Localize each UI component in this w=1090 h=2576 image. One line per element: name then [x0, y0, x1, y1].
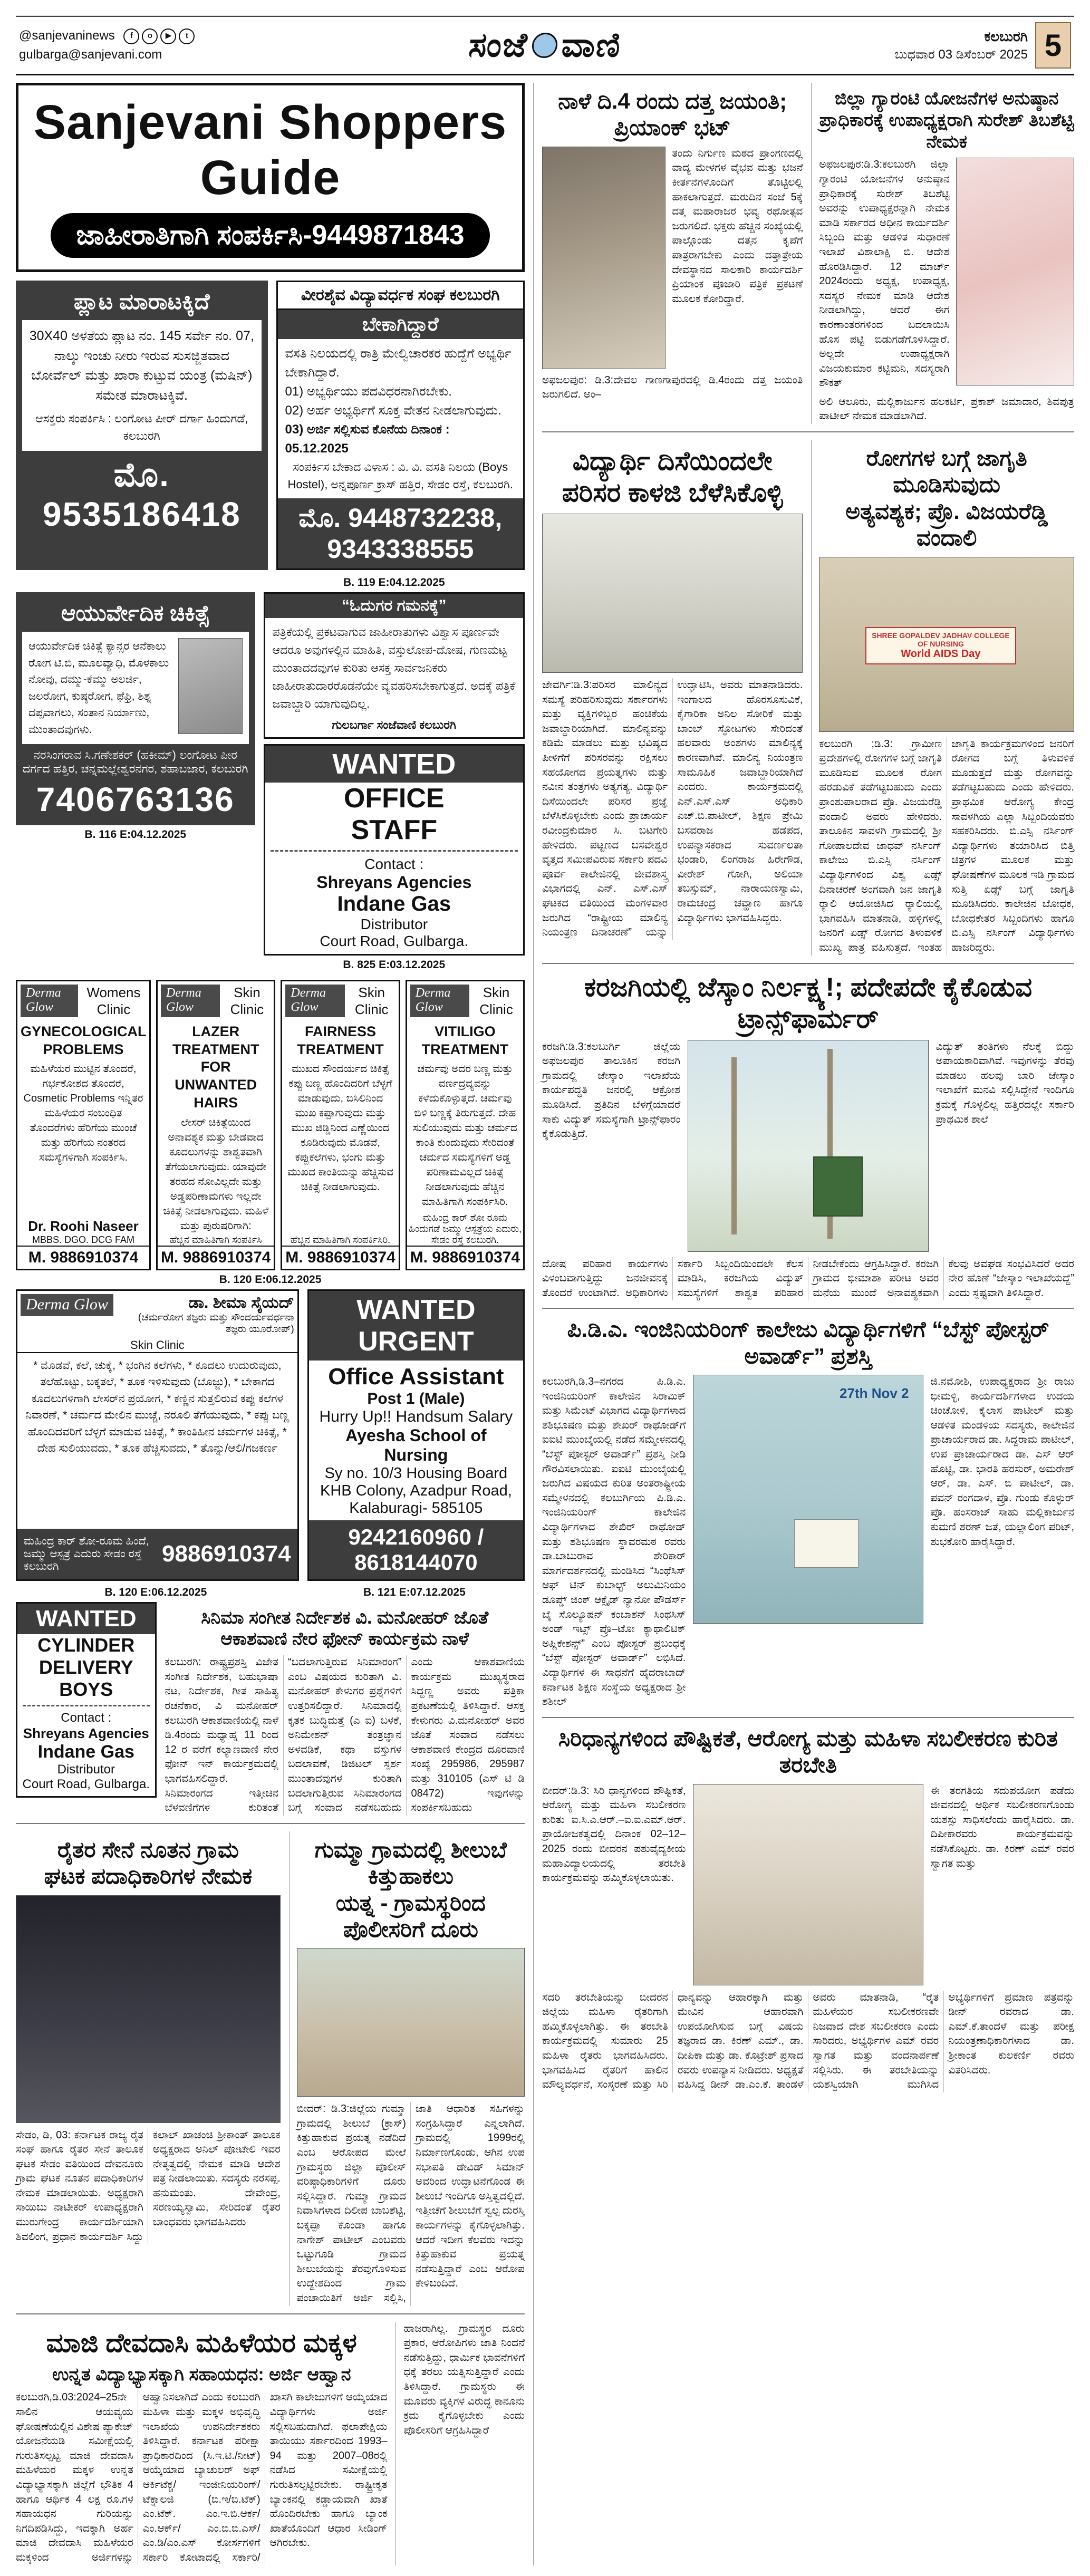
- photo-transformer: [688, 1040, 928, 1252]
- clinic-heading: FAIRNESS TREATMENT: [297, 1023, 384, 1057]
- transformer-body-right: ವಿದ್ಯುತ್ ತಂತಿಗಳು ನೆಲಕ್ಕೆ ಬಿದ್ದು ಅಪಾಯಕಾರಿವಾಗಿವೆ. ಇವುಗಳನ್ನು ತೆರವು ಮಾಡಲು ಹಲವು ಬಾರಿ ಜೇಸ್ಕಾಂ ಇಲಾಖೆಗೆ ಮನವಿ ಸಲ್ಲಿಸಿದ್ದೇನೆ ಇಂದಿಗೂ ಕ್ರಮಕ್ಕೆ ಗೊಳ್ಳಲಿಲ್ಲ ಹತ್ತಿರದಲ್ಲೇ ಸರ್ಕಾರಿ ಪ್ರಾಥಮಿಕ ಶಾಲೆ: [935, 1040, 1074, 1125]
- clinic-body: ಮಹಿಳೆಯರ ಮುಟ್ಟಿನ ತೊಂದರೆ, ಗರ್ಭಕೋಶದ ತೊಂದರೆ, Cosmetic Problems ಇನ್ನಿತರ ಮಹಿಳೆಯರ ಸಂಬಂಧಿತ ತೊಂದರೆಗಳು ಹೆರಿಗೆಯ ಮುಂಚೆ ಮತ್ತು ಹೆರಿಗೆಯ ನಂತರದ ಸಮಸ್ಯೆಗಳಿಗಾಗಿ ಸಂಪರ್ಕಿಸಿ.: [23, 1063, 143, 1164]
- readers-notice-body: ಪತ್ರಿಕೆಯಲ್ಲಿ ಪ್ರಕಟವಾಗುವ ಜಾಹೀರಾತುಗಳು ವಿಶ್ವಾಸ ಪೂರ್ಣವೇ ಆದರೂ ಅವುಗಳಲ್ಲಿನ ಮಾಹಿತಿ, ವಸ್ತುಲೋಪ-ದೋಷ, ಗುಣಮಟ್ಟ ಮುಂತಾದದವುಗಳ ಕುರಿತು ಆಸಕ್ತ ಸಾರ್ವಜನಿಕರು ಜಾಹೀರಾತುದಾರರೊಡನೆಯೇ ವ್ಯವಹರಿಸಬೇಕಾಗುತ್ತದೆ. ಅದಕ್ಕೆ ಪತ್ರಿಕೆ ಜವಾಬ್ದಾರಿ ಯಾಗುವುದಿಲ್ಲ.: [272, 625, 516, 711]
- veerashaiva-intro: ವಸತಿ ನಿಲಯದಲ್ಲಿ ರಾತ್ರಿ ಮೇಲ್ವಿಚಾರಕರ ಹುದ್ದೆಗೆ ಅಭ್ಯರ್ಥಿ ಬೇಕಾಗಿದ್ದಾರೆ.: [285, 346, 512, 380]
- veerashaiva-title: ಬೇಕಾಗಿದ್ದಾರೆ: [278, 310, 523, 339]
- readers-notice-title: “ಓದುಗರ ಗಮನಕ್ಕೆ”: [265, 594, 523, 618]
- edition-date: ಬುಧವಾರ 03 ಡಿಸೆಂಬರ್ 2025: [894, 47, 1028, 62]
- ayurvedic-ad: [16, 592, 255, 825]
- derma-glow-logo: Derma Glow: [21, 985, 78, 1017]
- article-transformer: [542, 971, 1074, 1309]
- clinic-type: Womens Clinic: [86, 985, 141, 1017]
- office-staff-contact-label: Contact :: [364, 856, 424, 873]
- logo-emblem-icon: [531, 33, 558, 58]
- cylinder-line2: CYLINDER: [37, 1634, 135, 1656]
- clinic-creds: MBBS. DGO. DCG FAM: [32, 1234, 135, 1245]
- cinema-headline-2: ಆಕಾಶವಾಣಿ ನೇರ ಫೋನ್ ಕಾರ್ಯಕ್ರಮ ನಾಳೆ: [220, 1629, 469, 1649]
- environment-headline-2: ಪರಿಸರ ಕಾಳಜಿ ಬೆಳೆಸಿಕೊಳ್ಳಿ: [562, 478, 783, 508]
- office-staff-line3: STAFF: [351, 815, 438, 846]
- sheema-creds: (ಚರ್ಮರೋಗ ತಜ್ಞರು ಮತ್ತು ಸೌಂದರ್ಯವರ್ಧನಾ ತಜ್ಞರು ಯೂರೋಪ್): [138, 1311, 294, 1335]
- cylinder-contact-label: Contact :: [61, 1710, 112, 1725]
- ayurvedic-practitioner: ನರಸಿಂಗರಾವ ಸಿ.ಗಣೇಶಕರ್ (ಹಕೀಮ್) ಲಂಗೋಟ ಪೀರ ದರ್ಗದ ಹತ್ತಿರ, ಚನ್ನಮಲ್ಲೇಶ್ವರನಗರ, ಶಹಾಬಜಾರ, ಕಲಬುರಗಿ: [23, 748, 248, 775]
- clinic-type: Skin Clinic: [230, 985, 264, 1017]
- farmers-headline-2: ಘಟಕ ಪದಾಧಿಕಾರಿಗಳ ನೇಮಕ: [44, 1864, 253, 1889]
- environment-body: ಜೇವರ್ಗಿ:ಡಿ.3:ಪರಿಸರ ಮಾಲಿನ್ಯದ ಸಮಸ್ಯೆ ಪರಿಹರಿಸುವುದು ಸರ್ಕಾರಗಳು ಮತ್ತು ವ್ಯಕ್ತಿಗಳಿಬ್ಬರ ಹಂಚಿಕೆಯ ಜವಾಬ್ದಾರಿಯಾಗಿದೆ. ಮಾಲಿನ್ಯವನ್ನು ಕಡಿಮೆ ಮಾಡಲು ಮತ್ತು ಭವಿಷ್ಯದ ಪೀಳಿಗೆಗೆ ಪರಿಸರವನ್ನು ರಕ್ಷಿಸಲು ಸಹಯೋಗದ ಪ್ರಯತ್ನಗಳು ಮತ್ತು ನವೀನ ತಂತ್ರಗಳು ಅತ್ಯಗತ್ಯ. ವಿದ್ಯಾರ್ಥಿ ದಿಸೆಯಿಂದಲೇ ಪರಿಸರ ಪ್ರಜ್ಞೆ ಬೆಳೆಸಿಕೊಳ್ಳಬೇಕು ಎಂದು ಪ್ರಾಚಾರ್ಯ ರವೀಂದ್ರಕುಮಾರ ಸಿ. ಬಟಗೇರಿ ಹೇಳಿದರು. ಪಟ್ಟಣದ ಬಸವೇಶ್ವರ ವೃತ್ತದ ಸಮೀಪವಿರುವ ಸರ್ಕಾರಿ ಪದವಿ ಪೂರ್ವ ಕಾಲೇಜಿನಲ್ಲಿ ಜೀವಶಾಸ್ತ್ರ ವಿಭಾಗದಲ್ಲಿ ಎನ್. ಎಸ್.ಎಸ್ ಘಟಕದ ವತಿಯಿಂದ ಮಂಗಳವಾರ ಜರುಗಿದ “ರಾಷ್ಟ್ರೀಯ ಮಾಲಿನ್ಯ ನಿಯಂತ್ರಣ ದಿನಾಚರಣೆ” ಯನ್ನು ಉದ್ಘಾಟಿಸಿ, ಅವರು ಮಾತನಾಡಿದರು. ಇಂಗಾಲದ ಹೊರಸೂಸುವಿಕೆ, ಕೈಗಾರಿಕಾ ಅನಿಲ ಸೋರಿಕೆ ಮತ್ತು ಬಾಂಬ್ ಸ್ಫೋಟಗಳು ಸೇರಿದಂತೆ ಹಲವಾರು ಅಂಶಗಳು ಮಾಲಿನ್ಯಕ್ಕೆ ಕಾರಣವಾಗಿವೆ. ಮಾಲಿನ್ಯ ನಿಯಂತ್ರಣ ಸಾಮೂಹಿಕ ಜವಾಬ್ದಾರಿಯಾಗಿದೆ ಎಂದರು. ಕಾರ್ಯಕ್ರಮದಲ್ಲಿ ಎನ್.ಎಸ್.ಎಸ್ ಅಧಿಕಾರಿ ಎಚ್.ಬಿ.ಪಾಟೀಲ್, ಶಿಕ್ಷಣ ಪ್ರೇಮಿ ಬಸವರಾಜ ಹಡಪದ, ಉಪನ್ಯಾಸಕರಾದ ಸುವರ್ಣಲತಾ ಭಂಡಾರಿ, ಲಿಂಗರಾಜ ಹಿರೇಗೌಡ, ವೀರೇಶ್ ಗೋಗಿ, ಅಲಿಯಾ ತಬಸ್ಸುಮ್, ನಾರಾಯಣಸ್ವಾಮಿ, ರಾಮಚಂದ್ರ ಚವ್ಹಾಣ ಹಾಗೂ ವಿದ್ಯಾರ್ಥಿಗಳು ಭಾಗವಹಿಸಿದ್ದರು.: [542, 679, 803, 939]
- datta-body: ತಂದು ನಿರ್ಗುಣ ಮಠದ ಪ್ರಾಂಗಣದಲ್ಲಿ ವಾದ್ಯ ಮೇಳಗಳ ವೈಭವ ಮತ್ತು ಭಜನೆ ಕೀರ್ತನೆಗಳೊಂದಿಗೆ ತೊಟ್ಟಿಲಲ್ಲಿ ಹಾಕಲಾಗುತ್ತದೆ. ಮರುದಿನ ಸಂಜೆ 5ಕ್ಕೆ ದತ್ತ ಮಹಾರಾಜರ ಭವ್ಯ ರಥೋತ್ಸವ ಜರುಗಲಿದೆ. ಭಕ್ತರು ಹೆಚ್ಚಿನ ಸಂಖ್ಯೆಯಲ್ಲಿ ಪಾಲ್ಗೊಂಡು ದತ್ತನ ಕೃಪೆಗೆ ಪಾತ್ರರಾಗಬೇಕು ಎಂದು ದತ್ತಾತ್ರೇಯ ದೇವಸ್ಥಾನದ ಸಾಲಕಾರಿ ಕಾರ್ಯದರ್ಶಿ ಪ್ರಿಯಾಂಕ ಪೂಜಾರಿ ಪತ್ರಿಕೆ ಪ್ರಕಟಣೆ ಮೂಲಕ ಕೋರಿದ್ದಾರೆ.: [672, 147, 803, 305]
- page-number: 5: [1035, 22, 1071, 69]
- environment-headline-1: ವಿದ್ಯಾರ್ಥಿ ದಿಸೆಯಿಂದಲೇ: [572, 446, 773, 476]
- guarantee-body-continuation: ಅಲಿ ಆಲೂರು, ಮಲ್ಲಿಕಾರ್ಜುನ ಹಲಕರ್ಟಿ, ಪ್ರಕಾಶ್ ಜಮಾದಾರ, ಶಿವಪುತ್ರ ಪಾಟೀಲ್ ನೇಮಕ ಮಾಡಲಾಗಿದೆ.: [819, 395, 1074, 422]
- photo-suresh-tibshetti: [956, 158, 1074, 385]
- email-address: gulbarga@sanjevani.com: [19, 47, 162, 62]
- datta-lead: ಅಫಜಲಪುರ: ಡಿ.3:ದೇವಲ ಗಾಣಗಾಪುರದಲ್ಲಿ ಡಿ.4ರಂದು ದತ್ತ ಜಯಂತಿ ಜರುಗಲಿದೆ. ಅಂ–: [542, 374, 803, 401]
- ad-ref-b825: B. 825 E:03.12.2025: [343, 959, 446, 971]
- urgent-org: Ayesha School of Nursing: [345, 1425, 487, 1464]
- urgent-post: Post 1 (Male): [367, 1390, 465, 1407]
- clinic-creds: ಹೆಚ್ಚಿನ ಮಾಹಿತಿಗಾಗಿ ಸಂಪರ್ಕಿಸಿ: [169, 1234, 262, 1245]
- social-handle: @sanjevaninews: [19, 28, 115, 43]
- cross-headline-2: ಯತ್ನ - ಗ್ರಾಮಸ್ಥರಿಂದ ಪೊಲೀಸರಿಗೆ ದೂರು: [335, 1890, 486, 1942]
- article-cross-complaint: [289, 1831, 525, 2306]
- article-millets-training: [542, 1725, 1074, 2092]
- office-staff-wanted: WANTED: [265, 746, 523, 783]
- wanted-urgent-ad: [307, 1289, 525, 1581]
- farmers-body: ಸೇಡಂ, ಡಿ, 03: ಕರ್ನಾಟಕ ರಾಜ್ಯ ರೈತ ಸಂಘ ಹಾಗೂ ರೈತರ ಸೇನೆ ತಾಲೂಕ ಘಟಕ ಸೇಡಂ ವತಿಯಿಂದ ದೇವನೂರು ಗ್ರಾಮ ಘಟಕ ನೂತನ ಪದಾಧಿಕಾರಿಗಳ ನೇಮಕ ಮಾಡಲಾಯಿತು. ಅಧ್ಯಕ್ಷರಾಗಿ ಸಾಯಿಬು ನಾಟೀಕರ್ ಉಪಾಧ್ಯಕ್ಷರಾಗಿ ಮುರುಗೇಂದ್ರ ಕಾರ್ಯದರ್ಶಿಯಾಗಿ ಶಿವಲಿಂಗ, ಪ್ರಧಾನ ಕಾರ್ಯದರ್ಶಿ ಸಿದ್ದು ಕಲಾಲ್ ಖಾಚಂಚಿ ಶ್ರೀಕಾಂತ್ ತಾಲೂಕ ಅಧ್ಯಕ್ಷರಾದ ಅನಿಲ್ ಪೋಟೇಲಿ ಇವರ ನೇತೃತ್ವದಲ್ಲಿ ನೇಮಕ ಮಾಡಿ ಆದೇಶ ಪತ್ರ ನೀಡಲಾಯಿತು. ಸದಸ್ಯರು ನರಸಪ್ಪ. ಹನುಮಂತು. ದೇವೇಂದ್ರ, ಸರಣಯ್ಯಸ್ವಾಮಿ, ಸೇರಿದಂತೆ ರೈತರ ಬಾಂಧವರು ಭಾಗವಹಿಸಿದರು: [16, 2129, 281, 2243]
- clinic-heading: VITILIGO TREATMENT: [421, 1023, 509, 1057]
- article-poster-award: [542, 1316, 1074, 1718]
- certificate: [794, 1519, 859, 1568]
- clinic-type: Skin Clinic: [354, 985, 389, 1017]
- cylinder-brand: Indane Gas: [37, 1741, 134, 1762]
- plot-ad-phone: ಮೊ. 9535186418: [42, 456, 241, 533]
- cross-body-continuation: ಹಾಜರಾಗಿಲ್ಲ. ಗ್ರಾಮಸ್ಥರ ದೂರು ಪ್ರಕಾರ, ಆರೋಪಿಗಳು ಜಾತಿ ನಿಂದನೆ ನಡೆಸುತ್ತಿದ್ದು, ಧಾರ್ಮಿಕ ಭಾವನೆಗಳಿಗೆ ಧಕ್ಕೆ ತರಲು ಯತ್ನಿಸುತ್ತಿದ್ದಾರೆ ಎಂದು ತಿಳಿಸಿದ್ದಾರೆ. ಗ್ರಾಮಸ್ಥರು ಈ ಮೂವರು ವ್ಯಕ್ತಿಗಳ ವಿರುದ್ಧ ಕಾನೂನು ಕ್ರಮ ಕೈಗೊಳ್ಳಬೇಕು ಎಂದು ಪೊಲೀಸರಿಗೆ ಆಗ್ರಹಿಸಿದ್ದಾರೆ: [403, 2322, 525, 2436]
- sheema-clinic-ad: [16, 1289, 299, 1581]
- clinic-phone: M. 9886910374: [407, 1246, 523, 1269]
- veerashaiva-item-1: 01) ಅಭ್ಯರ್ಥಿಯು ಪದವಿಧರನಾಗಿರಬೇಕು.: [285, 384, 452, 399]
- ayurvedic-phone: 7406763136: [36, 780, 235, 818]
- article-aids-awareness: [811, 440, 1074, 955]
- clinic-creds: ಮಹಿಂದ್ರ ಕಾರ್ ಶೋ ರೂಮ ಹಿಂದುಗಡೆ ಜಮ್ಮು ಆಸ್ಪತ್ರೆಯ ಎದುರು, ಸೇಡಂ ರಸ್ತೆ ಕಲಬುರಗಿ.: [408, 1212, 522, 1245]
- veerashaiva-item-2: 02) ಅರ್ಹ ಅಭ್ಯರ್ಥಿಗೆ ಸೂಕ್ತ ವೇತನ ನೀಡಲಾಗುವುದು.: [285, 403, 501, 418]
- contact-block: [19, 26, 195, 64]
- transformer-headline: ಕರಜಗಿಯಲ್ಲಿ ಜೆಸ್ಕಾಂ ನಿರ್ಲಕ್ಷ್ಯ!; ಪದೇಪದೇ ಕೈಕೊಡುವ ಟ್ರಾನ್ಸ್‌ಫಾರ್ಮರ್: [584, 972, 1033, 1034]
- sheema-phone: 9886910374: [162, 1540, 291, 1567]
- clinic-phone: M. 9886910374: [17, 1246, 149, 1269]
- clinic-ad-lazer: [156, 980, 275, 1270]
- veerashaiva-item-3: 03) ಅರ್ಜಿ ಸಲ್ಲಿಸುವ ಕೊನೆಯ ದಿನಾಂಕ : 05.12.2025: [285, 422, 450, 456]
- poster-body-left: ಕಲಬುರಗಿ,ಡಿ.3–ನಗರದ ಪಿ.ಡಿ.ಎ. ಇಂಜಿನಿಯರಿಂಗ್ ಕಾಲೇಜಿನ ಸಿರಾಮಿಕ್ ಮತ್ತು ಸಿಮೆಂಟ್ ವಿಭಾಗದ ವಿದ್ಯಾರ್ಥಿಗಳಾದ ಶಶಿಭೂಷಣ ಮತ್ತು ಶೇಖರ್ ರಾಥೋಡ್‌ಗೆ ಐಐಟಿ ಮುಂಬೈಯಲ್ಲಿ ನಡೆದ ಸಮ್ಮೇಳನದಲ್ಲಿ “ಬೆಸ್ಟ್ ಪೋಸ್ಟರ್ ಅವಾರ್ಡ್” ಪ್ರಶಸ್ತಿ ನೀಡಿ ಗೌರವಿಸಲಾಯಿತು. ಐಐಟಿ ಮುಂಬೈಯಲ್ಲಿ ಜರುಗಿದ ವಿಷಯದ ಕುರಿತ ಅಂತರಾಷ್ಟ್ರೀಯ ಸಮ್ಮೇಳನದಲ್ಲಿ ಕಲಬುರ್ಗಿಯ ಪಿ.ಡಿ.ಎ. ಇಂಜಿನಿಯರಿಂಗ್ ಕಾಲೇಜಿನ ವಿದ್ಯಾರ್ಥಿಗಳಾದ ಶೇಖಿರ್ ರಾಥೋಡ್ ಮತ್ತು ಶಶಿಭೂಷಣ ಸ್ಥಾವರಮಠ ರವರು ಡಾ.ಬಾಬುರಾವ ಶೇರಿಕಾರ್ ಮಾರ್ಗದರ್ಶನದಲ್ಲಿ ಮಂಡಿಸಿದ “ಸಿಂಥೆಸಿಸ್ ಆಫ್ ಟಿನ್ ಕುಬಾಲ್ಟ್ ಅಲುಮಿನಿಯಂ ಡೂಪ್ಡ್ ಜಿಂಕ್ ಆಕ್ಸೈಡ್ ನ್ಯಾನೋ ಪೌಡರ್ಸ್ ಬೈ ಸೊಲ್ಯೂಷನ್ ಕಂಬಾಶನ್ ಸಿಂಥಸಿಸ್ ಅಂಡ್ ಇಟ್ಸ್ ಪ್ರೊ–ಟೋ ಕ್ಯಾಥಾಲಿಟಿಕ್ ಅಪ್ಲಿಕೇಶನ್ಸ್” ಎಂಬ ಪೋಸ್ಟರ್ ಪ್ರಬಂಧಕ್ಕೆ “ಬೆಸ್ಟ್ ಪೋಸ್ಟರ್ ಅವಾರ್ಡ್” ಲಭಿಸಿದೆ. ವಿದ್ಯಾರ್ಥಿಗಳ ಈ ಸಾಧನೆಗೆ ಹೈದರಾಬಾದ್ ಕರ್ನಾಟಕ ಶಿಕ್ಷಣ ಸಂಸ್ಥೆಯ ಅಧ್ಯಕ್ಷರಾದ ಶ್ರೀ ಶಶೀಲ್: [542, 1376, 686, 1708]
- millets-body-left: ಬೀದರ್:ಡಿ.3: ಸಿರಿ ಧಾನ್ಯಗಳಿಂದ ಪೌಷ್ಟಿಕತೆ, ಆರೋಗ್ಯ ಮತ್ತು ಮಹಿಳಾ ಸಬಲೀಕರಣ ಕುರಿತು ಐ.ಸಿ.ಎ.ಆರ್.–ಐ.ಐ.ಎಮ್.ಆರ್. ಪ್ರಾಯೋಜಕತ್ವದಲ್ಲಿ ದಿನಾಂಕ 02–12–2025 ರಂದು ಬೀದರನ ಪಶುವೈದ್ಯಕೀಯ ಮಹಾವಿದ್ಯಾಲಯದಲ್ಲಿ ತರಬೇತಿ ಕಾರ್ಯಕ್ರಮವನ್ನು ಹಮ್ಮಿಕೊಳ್ಳಲಾಯಿತು.: [542, 1784, 686, 1884]
- derma-glow-logo: Derma Glow: [285, 985, 344, 1017]
- shoppers-guide-contact: ಜಾಹೀರಾತಿಗಾಗಿ ಸಂಪರ್ಕಿಸಿ-9449871843: [51, 213, 489, 258]
- datta-headline: ನಾಳೆ ದಿ.4 ರಂದು ದತ್ತ ಜಯಂತಿ; ಪ್ರಿಯಾಂಕ್ ಭಟ್: [558, 89, 787, 140]
- cylinder-agency: Shreyans Agencies: [23, 1725, 149, 1741]
- devadasi-body: ಕಲಬುರಗಿ,ಡಿ.03:2024–25ನೇ ಸಾಲಿನ ಆಯವ್ಯಯ ಘೋಷಣೆಯಲ್ಲಿನ ವಿಶೇಷ ಪ್ಯಾಕೇಜ್ ಯೋಜನೆಯಡಿ ಸಮೀಕ್ಷೆಯಲ್ಲಿ ಗುರುತಿಸಲ್ಪಟ್ಟ ಮಾಜಿ ದೇವದಾಸಿ ಮಹಿಳೆಯರ ಮಕ್ಕಳ ಉನ್ನತ ವಿದ್ಯಾಭ್ಯಾಸಕ್ಕಾಗಿ ಜಿಲ್ಲೆಗೆ ಭೌತಿಕ 4 ಹಾಗೂ ಆರ್ಥಿಕ 4 ಲಕ್ಷ ರೂ.ಗಳ ಸಹಾಯಧನ ಗುರಿಯನ್ನು ನಿಗದಿಪಡಿಸಿದ್ದು, ಇದಕ್ಕಾಗಿ ಅರ್ಹ ಮಾಜಿ ದೇವದಾಸಿ ಮಹಿಳೆಯರ ಮಕ್ಕಳಿಂದ ಅರ್ಜಿಗಳನ್ನು ಆಹ್ವಾನಿಸಲಾಗಿದೆ ಎಂದು ಕಲಬುರಗಿ ಮಹಿಳಾ ಮತ್ತು ಮಕ್ಕಳ ಅಭಿವೃದ್ಧಿ ಇಲಾಖೆಯ ಉಪನಿರ್ದೇಶಕರು ತಿಳಿಸಿದ್ದಾರೆ. ಕರ್ನಾಟಕ ಪರೀಕ್ಷಾ ಪ್ರಾಧಿಕಾರದಿಂದ (ಸಿ.ಇ.ಟಿ./ನೀಟ್) ಆಯ್ಕೆಯಾದ ಬ್ಯಾಚುಲರ್ ಅಫ್ ಆರ್ಕಿಟೆಕ್ಚ/ ಇಂಜೀನಿಯರಿಂಗ್/ ಟೆಕ್ನಾಲಜಿ (ಬಿ.ಇ/ಬಿ.ಟೆಕ್) ಎಂ.ಟೆಕ್. ಎಂ.ಇ.ಬಿ.ಆರ್ಕ/ಎಂ.ಆರ್ಕ್/ ಎಂ.ಬಿ.ಬಿ.ಎಸ್/ಎಂ.ಡಿ/ಎಂ.ಎಸ್ ಕೋರ್ಸಗಳಿಗೆ ಸರ್ಕಾರಿ ಕೋಟಾದಲ್ಲಿ ಸರ್ಕಾರಿ/ಖಾಸಗಿ ಕಾಲೇಜುಗಳಿಗೆ ಆಯ್ಕೆಯಾದ ವಿದ್ಯಾರ್ಥಿಗಳು ಅರ್ಜಿ ಸಲ್ಲಿಸಬಹುದಾಗಿದೆ. ಫಲಾಪೇಕ್ಷಿಯ ತಾಯಿಯು ಸರ್ಕಾರದಿಂದ 1993–94 ಮತ್ತು 2007–08ರಲ್ಲಿ ನಡೆಸಿದ ಸಮೀಕ್ಷೆಯಲ್ಲಿ ಗುರುತಿಸಲ್ಪಟ್ಟಿರಬೇಕು. ರಾಷ್ಟ್ರೀಕೃತ ಬ್ಯಾಂಕನಲ್ಲಿ ಕಡ್ಡಾಯವಾಗಿ ಖಾತೆ ಹೊಂದಿರಬೇಕು ಹಾಗೂ ಬ್ಯಾಂಕ ಖಾತೆಯೊಂದಿಗೆ ಆಧಾರ ಸೀಡಿಂಗ್ ಆಗಿರಬೇಕು.: [16, 2391, 388, 2563]
- cylinder-wanted: WANTED: [17, 1604, 155, 1634]
- pole-left: [731, 1057, 737, 1234]
- photo-aids-rally: [819, 557, 1074, 732]
- cylinder-line3: DELIVERY: [38, 1656, 133, 1678]
- photo-priyank-bhat: [542, 147, 665, 369]
- clinic-body: ಮುಖದ ಸೌಂದರ್ಯದ ಚಿಕಿತ್ಸೆ ಕಪ್ಪು ಬಣ್ಣ ಹೊಂದಿದರಿಗೆ ಬೆಳ್ಳಗೆ ಮಾಡುವುದು, ಬಿಸಿಲಿನಿಂದ ಮುಖ ಕಪ್ಪಾಗುವುದು ಮತ್ತು ಮುಖ ಜಿಡ್ಡಿನಿಂದ ಎಣ್ಣೆಯಿಂದ ಕೂಡಿರುವುದು ಮೊಡವೆ, ಕಪ್ಪುಕಲೆಗಳು, ಭಂಗು ಮತ್ತು ಮುಖದ ಕಾಂತಿಯನ್ನು ಹೆಚ್ಚಿಸುವ ಚಿಕಿತ್ಸೆ ನೀಡಲಾಗುವುದು.: [287, 1063, 394, 1193]
- office-staff-address: Court Road, Gulbarga.: [320, 933, 469, 950]
- millets-body-bottom: ಸದರಿ ತರಬೇತಿಯನ್ನು ಬೀದರನ ಜಿಲ್ಲೆಯ ಮಹಿಳಾ ರೈತರಿಗಾಗಿ ಹಮ್ಮಿಕೊಳ್ಳಲಾಗಿತ್ತು. ಈ ತರಬೇತಿ ಕಾರ್ಯಕ್ರಮದಲ್ಲಿ ಸುಮಾರು 25 ಮಹಿಳಾ ರೈತರು ಭಾಗವಹಿಸಿದರು. ಭಾಗವಹಿಸಿದ ರೈತರಿಗೆ ಹಾಲಿನ ಮೌಲ್ಯವರ್ಧನೆ, ಸಂಸ್ಕರಣೆ ಮತ್ತು ಸಿರಿ ಧಾನ್ಯವನ್ನು ಆಹಾರಕ್ಕಾಗಿ ಮತ್ತು ಮೇವಿನ ಆಹಾರವಾಗಿ ಉಪಯೋಗಿಸುವ ಬಗ್ಗೆ ವಿಷಯ ತಜ್ಞರಾದ ಡಾ. ಕಿರಣ್ ಎಮ್., ಡಾ. ದೀಪಿಕಾ ಮತ್ತು ಡಾ. ಕೊಟ್ರೇಶ್ ಪ್ರಸಾದ ರವರು ಉಪನ್ಯಾಸ ನೀಡಿದರು. ಅಧ್ಯಕ್ಷತೆ ವಹಿಸಿದ್ದ ಡೀನ್ ಡಾ.ಎಂ.ಕೆ. ತಾಂಡಳೆ ಅವರು ಮಾತನಾಡಿ, “ರೈತ ಮಹಿಳೆಯರ ಸಬಲೀಕರಣವೇ ನಿಜವಾದ ದೇಶ ಸಬಲೀಕರಣ ಎಂದು ಸಾರಿದರು, ಅಭ್ಯರ್ಥಿಗಳ ಎಮ್ ರವರ ಸ್ವಾಗತ ಮತ್ತು ವಂದನಾರ್ಪಣೆ ಸಲ್ಲಿಸಿರು. ಈ ತರಬೇತಿಯನ್ನು ಯಶಸ್ವಿಯಾಗಿ ಮುಗಿಸಿದ ಅಭ್ಯರ್ಥಿಗಳಿಗೆ ಪ್ರಮಾಣ ಪತ್ರವನ್ನು ಡೀನ್ ರವರಾದ ಡಾ. ಎಮ್.ಕೆ.ತಾಂದಳೆ ಮತ್ತು ಪರೀಕ್ಷ ನಿಯಂತ್ರಣಾಧಿಕಾರಿಗಳಾದ ಡಾ. ಶ್ರೀಕಾಂತ ಕುಲಕರ್ಣಿ ರವರು ವಿತರಿಸಿದರು.: [542, 1991, 1074, 2091]
- office-staff-role: Distributor: [360, 916, 428, 933]
- guarantee-headline: ಜಿಲ್ಲಾ ಗ್ಯಾರಂಟಿ ಯೋಜನೆಗಳ ಅನುಷ್ಠಾನ ಪ್ರಾಧಿಕಾರಕ್ಕೆ ಉಪಾಧ್ಯಕ್ಷರಾಗಿ ಸುರೇಶ್ ತಿಬಶೆಟ್ಟಿ ನೇಮಕ: [819, 89, 1074, 152]
- clinic-heading: GYNECOLOGICAL PROBLEMS: [21, 1023, 147, 1057]
- poster-body-right: ಜಿ.ನಮೋಶಿ, ಉಪಾಧ್ಯಕ್ಷರಾದ ಶ್ರೀ ರಾಜು ಭೀಮಳ್ಳಿ, ಕಾರ್ಯದರ್ಶಿಗಳಾದ ಉದಯ ಚಿಂಚೋಳಿ, ಕೈಲಾಸ ಪಾಟೀಲ್ ಮತ್ತು ಆಡಳಿತ ಮಂಡಳಿಯ ಸದಸ್ಯರು, ಕಾಲೇಜಿನ ಪ್ರಾಚಾರ್ಯರಾದ ಡಾ. ಸಿದ್ದರಾಮ ಪಾಟೀಲ್, ಉಪ ಪ್ರಾಚಾರ್ಯರಾದ ಡಾ. ಎಸ್ ಆರ್ ಹೊಟ್ಟಿ, ಡಾ. ಭಾರತಿ ಹರಸುರ್, ಅಮರೇಶ್ ಆರ್, ಡಾ. ಎಸ್. ಬಿ ಪಾಟೀಲ್, ಡಾ. ಪವನ್ ರಂಗದಾಳ, ಪ್ರೊ. ಗುಂಡು ಕೊಳ್ಳುರ್ ಪ್ರೊ. ಹಂಸರಾಜ್ ಸಾಹು ಮಲ್ಲಿಕಾರ್ಜುನ ಕುಮಣಿ ಶರಣ್ ಜತೆ, ಯಲ್ಲಾಲಿಂಗ ಪರಿಟ್, ಶುಭಕೋರಿ ಹಾರೈಸಿದ್ದಾರೆ.: [930, 1376, 1074, 1548]
- office-staff-brand: Indane Gas: [337, 892, 451, 916]
- clinic-ad-vitiligo: [406, 980, 525, 1270]
- clinic-creds: ಹೆಚ್ಚಿನ ಮಾಹಿತಿಗಾಗಿ ಸಂಪರ್ಕಿಸಿರಿ.: [290, 1234, 391, 1245]
- sheema-body: * ಮೊಡವೆ, ಕಲೆ, ಚುಕ್ಕೆ, * ಭಂಗಿನ ಕಲೆಗಳು, * ಕೂದಲು ಉದುರುವುದು, ತಲೆಹೊಟ್ಟು, ಬಕ್ಕತಲೆ, * ತೂಕ ಇಳಿಸುವುದು (ಬೊಜ್ಜು), * ಬೇಕಾಗದ ಕೂದಲುಗಳಿಗಾಗಿ ಲೇಸರ್‌ನ ಪ್ರಯೋಗ, * ಕಣ್ಣಿನ ಸುತ್ತಲಿರುವ ಕಪ್ಪು ಕಲೆಗಳ ನಿವಾರಣೆ, * ಚರ್ಮದ ಮೇಲಿನ ಮುಚ್ಚೆ, ನರೂಲಿ ತೆಗೆಯುವುದು, * ಕಪ್ಪು ಬಣ್ಣ ಹೊಂದಿದವರಿಗೆ ಬೆಳ್ಳಗೆ ಮಾಡುವ ಚಿಕಿತ್ಸೆ, * ಕಾಂತಿಹೀನ ಚರ್ಮಗಳ ಚಿಕಿತ್ಸೆ, * ದೇಹ ಸುಲಿಯುವದು, * ತೂಕ ಹೆಚ್ಚಿಸುವದು, * ತೊನ್ನು/ಆಲಿ/ಗಜಕರ್ಣ: [17, 1352, 297, 1529]
- clinic-ad-womens: [16, 980, 151, 1270]
- newspaper-logo: [467, 26, 622, 65]
- twitter-icon: t: [179, 28, 195, 44]
- awareness-body: ಕಲಬುರಗಿ ;ಡಿ.3: ಗ್ರಾಮೀಣ ಪ್ರದೇಶಗಳಲ್ಲಿ ರೋಗಗಳ ಬಗ್ಗೆ ಜಾಗೃತಿ ಮೂಡಿಸುವ ಮೂಲಕ ರೋಗ ಹರಡುವಿಕೆ ತಡೆಗಟ್ಟಬಹುದು ಎಂದು ಪ್ರಾಂಶುಪಾಲರಾದ ಪ್ರೊ. ವಿಜಯರೆಡ್ಡಿ ವಂದಾಲಿ ಅವರು ಹೇಳಿದರು. ತಾಲೂಕಿನ ಸಾವಳಗಿ ಗ್ರಾಮದಲ್ಲಿ ಶ್ರೀ ಗೋಪಾಲದೇವ ಜಾಧವ್ ನರ್ಸಿಂಗ್ ಕಾಲೇಜು ಬಿ.ಎಸ್ಸಿ ನರ್ಸಿಂಗ್ ವಿದ್ಯಾರ್ಥಿಗಳಿಂದ ವಿಶ್ವ ಏಡ್ಸ್ ದಿನಾಚರಣೆ ಅಂಗವಾಗಿ ಜನ ಜಾಗೃತಿ ರ‍್ಯಾಲಿ ಆಯೋಜಿಸಿದ ರ‍್ಯಾಲಿಯಲ್ಲಿ ಭಾಗವಹಿಸಿ ಮಾತನಾಡಿ, ಹಳ್ಳಿಗಳಲ್ಲಿ ಜನರಿಗೆ ಏಡ್ಸ್ ರೋಗದ ತಿಳುವಳಿಕೆ ಮುಖ್ಯ ಪಾತ್ರ ವಹಿಸುತ್ತದೆ. ಇಂತಹ ಜಾಗೃತಿ ಕಾರ್ಯಕ್ರಮಗಳಿಂದ ಜನರಿಗೆ ರೋಗದ ಬಗ್ಗೆ ತಿಳುವಳಿಕೆ ಮೂಡುತ್ತದೆ ಮತ್ತು ರೋಗವನ್ನು ತಡೆಗಟ್ಟಬಹುದು ಎಂದು ಹೇಳಿದರು. ಪ್ರಾಥಮಿಕ ಆರೋಗ್ಯ ಕೇಂದ್ರ ಸಾವಳಗಿಯ ಎಲ್ಲಾ ಸಿಬ್ಬಂದಿಯವರು ಸಹಕರಿಸಿದರು. ಬಿ.ಎಸ್ಸಿ ನರ್ಸಿಂಗ್ ವಿದ್ಯಾರ್ಥಿಗಳು ತಯಾರಿಸಿದ ಬಿತ್ತಿ ಚಿತ್ರಗಳ ಮೂಲಕ ಮತ್ತು ಘೋಷಣೆಗಳ ಮೂಲಕ ಇಡಿ ಗ್ರಾಮದ ಸುತ್ತಿ ಏಡ್ಸ್ ಬಗ್ಗೆ ಜಾಗೃತಿ ಮೂಡಿಸಿದರು. ಕಾಲೇಜಿನ ಬೋಧಕ, ಬೋಧಕೇತರ ಸಿಬ್ಬಂದಿಗಳು ಹಾಗೂ ಬಿ.ಎಸ್ಸಿ ನರ್ಸಿಂಗ್ ವಿದ್ಯಾರ್ಥಿಗಳು ಹಾಜರಿದ್ದರು.: [819, 738, 1074, 953]
- millets-body-right: ಈ ತರಗತಿಯ ಸದುಪಯೋಗ ಪಡೆದು ಜೀವನದಲ್ಲಿ ಆರ್ಥಿಕ ಸಬಲೀಕರಣಗೊಂಡು ಯಶಸ್ಸು ಸಾಧಿಸಲೆಂದು ಹಾರೈಸಿದರು. ಡಾ. ದಿಪೀಕಾರವರು ಕಾರ್ಯಕ್ರಮವನ್ನು ನಡೆಸಿಕೊಟ್ಟರು. ಡಾ. ಕಿರಣ್ ಎಮ್ ರವರ ಸ್ವಾಗತ ಮತ್ತು: [930, 1784, 1074, 1869]
- office-staff-agency: Shreyans Agencies: [316, 873, 472, 892]
- awareness-headline-2: ಅತ್ಯವಶ್ಯಕ; ಪ್ರೊ. ವಿಜಯರೆಡ್ಡಿ ವಂದಾಲಿ: [845, 498, 1048, 551]
- millets-headline: ಸಿರಿಧಾನ್ಯಗಳಿಂದ ಪೌಷ್ಟಿಕತೆ, ಆರೋಗ್ಯ ಮತ್ತು ಮಹಿಳಾ ಸಬಲೀಕರಣ ಕುರಿತ ತರಬೇತಿ: [558, 1725, 1058, 1778]
- readers-notice-signoff: ಗುಲಬರ್ಗಾ ಸಂಜೆವಾಣಿ ಕಲಬುರಗಿ: [332, 718, 457, 732]
- derma-glow-logo: Derma Glow: [21, 1294, 113, 1316]
- cross-body: ಬೀದರ್: ಡಿ.3:ಜಿಲ್ಲೆಯ ಗುಮ್ಮಾ ಗ್ರಾಮದಲ್ಲಿ ಶೀಲುಬೆ (ಕ್ರಾಸ್) ಕಿತ್ತುಹಾಕುವ ಪ್ರಯತ್ನ ನಡೆದಿದೆ ಎಂಬ ಆರೋಪದ ಮೇಲೆ ಗ್ರಾಮಸ್ಥರು ಜಿಲ್ಲಾ ಪೊಲೀಸ್ ವರಿಷ್ಠಾಧಿಕಾರಿಗಳಿಗೆ ದೂರು ಸಲ್ಲಿಸಿದ್ದಾರೆ. ಗುಮ್ಮಾ ಗ್ರಾಮದ ನಿವಾಸಿಗಳಾದ ದಿಲೀಪ ಬಾಬಶೆಟ್ಟಿ, ಬಕ್ಕಪ್ಪಾ ಕೊಂಡಾ ಹಾಗೂ ನಾಗೇಶ್ ಪಾಟೀಲ್ ಎಂಬವರು ಒಟ್ಟುಗೂಡಿ ಗ್ರಾಮದ ಶೀಲುಬೆಯನ್ನು ತೆರವುಗೊಳಿಸುವ ಉದ್ದೇಶದಿಂದ ಗ್ರಾಮ ಪಂಚಾಯಿತಿಗೆ ಅರ್ಜಿ ಸಲ್ಲಿಸಿ, ಜಾತಿ ಆಧಾರಿತ ಸಹಿಗಳನ್ನು ಸಂಗ್ರಹಿಸಿದ್ದಾರೆ ಎನ್ನಲಾಗಿದೆ. ಗ್ರಾಮದಲ್ಲಿ 1999ರಲ್ಲಿ ನಿರ್ಮಾಣಗೊಂಡು, ಆಗಿನ ಉಪ ಸಭಾಪತಿ ಡೇವಿಡ್ ಸಿಮಾನ್ ಅವರಿಂದ ಉದ್ಘಾಟನೆಗೊಂಡ ಈ ಶೀಲುಬೆ ಇಂದಿಗೂ ಅಸ್ತಿತ್ವದಲ್ಲಿದೆ. ಇತ್ತೀಚೆಗೆ ಶೀಲುಬೆಗೆ ಸ್ವಲ್ಪ ದುರಸ್ತಿ ಕಾರ್ಯಗಳನ್ನು ಕೈಗೊಳ್ಳಲಾಗಿತ್ತು. ಆದರೆ ಇದೀಗ ಕೆಲವರು ಇದನ್ನು ಕಿತ್ತುಹಾಕುವ ಪ್ರಯತ್ನ ನಡೆಸುತ್ತಿದ್ದಾರೆ ಎಂಬ ಆರೋಪ ಕೇಳಿಬಂದಿದೆ.: [296, 2103, 525, 2304]
- devadasi-headline-2: ಉನ್ನತ ವಿದ್ಯಾಭ್ಯಾಸಕ್ಕಾಗಿ ಸಹಾಯಧನ: ಅರ್ಜಿ ಆಹ್ವಾನ: [52, 2364, 351, 2385]
- photo-award-ceremony: [693, 1375, 923, 1624]
- masthead: [16, 15, 1074, 75]
- cinema-body: ಕಲಬುರಗಿ: ರಾಷ್ಟ್ರಪ್ರಶಸ್ತಿ ವಿಜೇತ ಸಂಗೀತ ನಿರ್ದೇಶಕ, ಬಹುಭಾಷಾ ನಟ, ನಿರ್ದೇಶಕ, ಗೀತ ಸಾಹಿತ್ಯ ರಚನೆಕಾರ, ವಿ ಮನೋಹರ್ ಕಲಬುರಗಿ ಆಕಾಶವಾಣಿಯಲ್ಲಿ ನಾಳೆ ಡಿ.4ರಂದು ಮಧ್ಯಾಹ್ನ 11 ರಿಂದ 12 ರ ವರೆಗೆ ಕಲ್ಯಾಣವಾಣಿ ನೇರ ಫೋನ್ ಇನ್ ಕಾರ್ಯಕ್ರಮದಲ್ಲಿ ಭಾಗವಹಿಸಲಿದ್ದಾರೆ. ಸಿನಿಮಾರಂಗದ ಇತ್ತೀಚಿನ ಬೆಳವಣಿಗೆಗಳ ಕುರಿತಂತೆ “ಬದಲಾಗುತ್ತಿರುವ ಸಿನಿಮಾರಂಗ” ಎಂಬ ವಿಷಯದ ಕುರಿತಾಗಿ ವಿ. ಮನೋಹರ್ ಕೇಳುಗರ ಪ್ರಶ್ನೆಗಳಿಗೆ ಉತ್ತರಿಸಲಿದ್ದಾರೆ. ಸಿನಿಮಾದಲ್ಲಿ ಕೃತಕ ಬುದ್ಧಿಮತ್ತೆ (ಎ ಐ) ಬಳಕೆ, ಅನಿಮೇಶನ್ ತಂತ್ರಜ್ಞಾನ ಅಳವಡಿಕೆ, ಕಥಾ ವಸ್ತುಗಳ ಬದಲಾವಣೆ, ಡಿಜಿಟಲ್ ಸ್ಪರ್ಶ ಮುಂತಾದವುಗಳ ಕುರಿತಾಗಿ ಬದಲಾಗುತ್ತಿರುವ ಸಿನಿಮಾರಂಗದ ಬಗ್ಗೆ ಸಂವಾದ ನಡೆಸಬಹುದು ಎಂದು ಆಕಾಶವಾಣಿಯ ಕಾರ್ಯಕ್ರಮ ಮುಖ್ಯಸ್ಥರಾದ ಸಿದ್ದಣ್ಣ ಅವರು ಪತ್ರಿಕಾ ಪ್ರಕಟಣೆಯಲ್ಲಿ ತಿಳಿಸಿದ್ದಾರೆ. ಆಸಕ್ತ ಕೇಳುಗರು ವಿ.ಮನೋಹರ್ ಅವರ ಜೊತೆ ಸಂವಾದ ನಡೆಸಲು ಆಕಾಶವಾಣಿ ಕೇಂದ್ರದ ದೂರವಾಣಿ ಸಂಖ್ಯೆ 295986, 295987 ಮತ್ತು 310105 (ಎಸ್ ಟಿ ಡಿ 08472) ಇವುಗಳನ್ನು ಸಂಪರ್ಕಿಸಬಹುದು: [165, 1656, 525, 1814]
- photo-plant-handover: [542, 514, 803, 673]
- transformer-body-bottom: ದೋಷ ಪರಿಹಾರ ಕಾರ್ಯಗಳು ವಿಳಂಬವಾಗುತ್ತಿದ್ದು ಜನಜೀವನಕ್ಕೆ ತೊಂದರೆ ಉಂಟಾಗಿದೆ. ಅಧಿಕಾರಿಗಳು ಸರ್ಕಾರಿ ಸಿಬ್ಬಂದಿಯಿಂದಲೇ ಕೆಲಸ ಮಾಡಿಸಿ, ಕರಜಗಿಯ ವಿದ್ಯುತ್ ಸಮಸ್ಯೆಗಳಿಗೆ ಶಾಶ್ವತ ಪರಿಹಾರ ನೀಡಬೇಕೆಂದು ಆಗ್ರಹಿಸಿದ್ದಾರೆ. ಕರಜಗಿ ಗ್ರಾಮದ ಭೀಮಾಶಾ ಪರೀಟ ಅವರ ಮನೆಯ ಮುಂದೆ ಅನಾವಶ್ಯಕವಾಗಿ ಕೆಲವು ಅವಘಡ ಸಂಭವಿಸಿದರೆ ಅದರ ನೇರ ಹೊಣೆ “ಜೇಸ್ಕಾಂ ಇಲಾಖೆಯದ್ದೆ” ಎಂದು ಸ್ಪಷ್ಟವಾಗಿ ತಿಳಿಸಿದ್ದಾರೆ.: [542, 1258, 1074, 1299]
- sheema-clinic-type: Skin Clinic: [130, 1338, 185, 1352]
- clinic-body: ಚರ್ಮವು ಅದರ ಬಣ್ಣ ಮತ್ತು ವರ್ಣದ್ರವ್ಯವನ್ನು ಕಳೆದುಕೊಳ್ಳುತ್ತದೆ. ಚರ್ಮವು ಬಿಳಿ ಬಣ್ಣಕ್ಕೆ ತಿರುಗುತ್ತದೆ. ದೇಹ ಸುಲಿಯುವುದು ಮತ್ತು ಚರ್ಮದ ಕಾಂತಿ ಕುಂದುವುದು ಸೇರಿದಂತೆ ಚರ್ಮದ ಸಮಸ್ಯೆಗಳಿಗೆ ಅಡ್ಡ ಪರಿಣಾಮವಿಲ್ಲದೆ ಚಿಕಿತ್ಸೆ ನೀಡಲಾಗುವುದು ಹೆಚ್ಚಿನ ಮಾಹಿತಿಗಾಗಿ ಸಂಪರ್ಕಿಸಿರಿ.: [412, 1063, 517, 1208]
- shoppers-guide-title: Sanjevani Shoppers Guide: [33, 95, 507, 205]
- urgent-line: Hurry Up!! Handsum Salary: [319, 1407, 513, 1425]
- sheema-doctor: ಡಾ. ಶೀಮಾ ಸೈಯದ್: [188, 1294, 294, 1311]
- plot-sale-ad: [16, 281, 268, 570]
- veerashaiva-phone: ಮೊ. 9448732238, 9343338555: [278, 498, 523, 568]
- ad-ref-b120: B. 120 E:06.12.2025: [219, 1273, 322, 1286]
- cylinder-boys-ad: [16, 1602, 157, 1798]
- facebook-icon: f: [123, 28, 139, 44]
- photo-hakim-portrait: [178, 638, 243, 734]
- article-datta-jayanti: [542, 83, 803, 424]
- guarantee-body: ಅಫಜಲಪುರ:ಡಿ.3:ಕಲಬುರಗಿ ಜಿಲ್ಲಾ ಗ್ಯಾರಂಟಿ ಯೋಜನೆಗಳ ಅನುಷ್ಠಾನ ಪ್ರಾಧಿಕಾರಕ್ಕೆ ಸುರೇಶ್ ತಿಬಶೆಟ್ಟಿ ಅವರನ್ನು ಉಪಾಧ್ಯಕ್ಷರನ್ನಾಗಿ ನೇಮಕ ಮಾಡಿ ಸರ್ಕಾರದ ಅಧೀನ ಕಾರ್ಯದರ್ಶಿ ಸಿಬ್ಬಂದಿ ಮತ್ತು ಆಡಳಿತ ಸುಧಾರಣೆ ಇಲಾಖೆ ವಿಶಾಲಾಕ್ಷಿ ಬಿ. ಆದೇಶ ಹೊರಡಿಸಿದ್ದಾರೆ. 12 ಮಾರ್ಚ್ 2024ರಂದು ಅಧ್ಯಕ್ಷ, ಉಪಾಧ್ಯಕ್ಷ, ಸದಸ್ಯರ ನೇಮಕ ಮಾಡಿ ಆದೇಶ ನೀಡಲಾಗಿದ್ದು, ಆದರೆ ಈಗ ಕಾರಣಾಂತರಗಳಿಂದ ಬದಲಾಯಿಸಿ ಹೊಸ ಪಟ್ಟಿ ಬಿಡುಗಡೆಗೊಳಿಸಿದ್ದಾರೆ. ಅಲ್ಲದೇ ಉಪಾಧ್ಯಕ್ಷರಾಗಿ ವಿಜಯಕುಮಾರ ಕಟ್ಟಿಮನಿ, ಸದಸ್ಯರಾಗಿ ಶೌಕತ್: [819, 159, 950, 389]
- clinic-type: Skin Clinic: [479, 985, 513, 1017]
- shoppers-guide-ad: [16, 83, 525, 272]
- clinic-ad-fairness: [281, 980, 400, 1270]
- poster-headline: ಪಿ.ಡಿ.ಎ. ಇಂಜಿನಿಯರಿಂಗ್ ಕಾಲೇಜು ವಿದ್ಯಾರ್ಥಿಗಳಿಗೆ “ಬೆಸ್ಟ್ ಪೋಸ್ಟರ್ ಅವಾರ್ಡ್” ಪ್ರಶಸ್ತಿ: [567, 1317, 1049, 1368]
- plot-ad-title: ಪ್ಲಾಟ ಮಾರಾಟಕ್ಕಿದೆ: [74, 289, 210, 314]
- award-banner-text: 27th Nov 2: [840, 1385, 909, 1401]
- veerashaiva-ad: [276, 281, 525, 570]
- cylinder-role: Distributor: [57, 1762, 115, 1777]
- cinema-headline-1: ಸಿನಿಮಾ ಸಂಗೀತ ನಿರ್ದೇಶಕ ವಿ. ಮನೋಹರ್ ಜೊತೆ: [201, 1607, 489, 1628]
- urgent-phones: 9242160960 / 8618144070: [309, 1520, 523, 1579]
- photo-training-session: [693, 1784, 923, 1985]
- urgent-address: Sy no. 10/3 Housing Board KHB Colony, Azadpur Road, Kalaburagi- 585105: [320, 1464, 512, 1517]
- transformer-box: [813, 1156, 863, 1217]
- cylinder-address: Court Road, Gulbarga.: [22, 1777, 150, 1791]
- ad-ref-b121: B. 121 E:07.12.2025: [363, 1586, 466, 1598]
- article-devadasi-grant: [16, 2322, 525, 2565]
- plot-ad-body: 30X40 ಅಳತೆಯ ಪ್ಲಾಟ ನಂ. 145 ಸರ್ವೇ ನಂ. 07, ನಾಲ್ಕು ಇಂಚು ನೀರು ಇರುವ ಸುಸಜ್ಜಿತವಾದ ಬೋರ್ವೆಲ್ ಮತ್ತು ಖಾರಾ ಕುಟ್ಟುವ ಯಂತ್ರ (ಮಷಿನ್) ಸಮೇತ ಮಾರಾಟಕ್ಕಿವೆ.: [29, 329, 254, 403]
- article-guarantee-appointment: [811, 83, 1074, 424]
- clinic-phone: M. 9886910374: [158, 1246, 274, 1269]
- logo-text-left: ಸಂಜೆ: [467, 26, 529, 64]
- photo-villagers-complaint: [297, 1948, 525, 2097]
- clinic-body: ಲೇಸರ್ ಚಿಕಿತ್ಸೆಯಿಂದ ಅನಾವಶ್ಯಕ ಮತ್ತು ಬೇಡವಾದ ಕೂದಲುಗಳನ್ನು ಶಾಶ್ವತವಾಗಿ ತೆಗೆಯಲಾಗುವುದು. ಯಾವುದೇ ತರಹದ ನೋವಿಲ್ಲದೇ ಮತ್ತು ಅಡ್ಡಪರಿಣಾಮಗಳು ಇಲ್ಲದೇ ಚಿಕಿತ್ಸೆ ನೀಡಲಾಗುವುದು. ಮಹಿಳೆ ಮತ್ತು ಪುರುಷರಿಗಾಗಿ:: [163, 1116, 268, 1232]
- awareness-headline-1: ರೋಗಗಳ ಬಗ್ಗೆ ಜಾಗೃತಿ ಮೂಡಿಸುವುದು: [866, 446, 1027, 497]
- article-environment: [542, 440, 803, 955]
- cross-headline-1: ಗುಮ್ಮಾ ಗ್ರಾಮದಲ್ಲಿ ಶೀಲುಬೆ ಕಿತ್ತುಹಾಕಲು: [314, 1837, 507, 1889]
- urgent-title: WANTED URGENT: [309, 1291, 523, 1361]
- plot-ad-contact: ಆಸಕ್ತರು ಸಂಪರ್ಕಿಸಿ : ಲಂಗೋಟ ಪೀರ್ ದರ್ಗಾ ಹಿಂದುಗಡೆ, ಕಲಬುರಗಿ: [35, 412, 248, 442]
- article-farmers-sena: [16, 1831, 281, 2306]
- clinic-heading: LAZER TREATMENT FOR UNWANTED HAIRS: [172, 1023, 259, 1111]
- aids-banner-title: World AIDS Day: [901, 648, 981, 660]
- derma-glow-logo: Derma Glow: [410, 985, 469, 1017]
- veerashaiva-address: ಸಂಪರ್ಕಿಸ ಬೇಕಾದ ವಿಳಾಸ : ವಿ. ವಿ. ವಸತಿ ನಿಲಯ (Boys Hostel), ಅನ್ನಪೂರ್ಣ ಕ್ರಾಸ್ ಹತ್ತಿರ, ಸೇಡಂ ರಸ್ತೆ, ಕಲಬುರಗಿ.: [287, 460, 514, 491]
- ayurvedic-body: ಆಯುರ್ವೇದಿಕ ಚಿಕಿತ್ಸೆ ಕ್ಯಾನ್ಸರ ಆನೆಕಾಲು ರೋಗ ಟಿ.ಬಿ, ಮೂಲವ್ಯಾಧಿ, ಮೊಳಕಾಲು ನೋವು, ದಮ್ಮು-ಕೆಮ್ಮು ಅಲರ್ಜಿ, ಜಲರೋಗ, ಕುಷ್ಠರೋಗ, ಫೆಫ್ರಿ, ಶಿಶ್ನ ದಪ್ಪವಾಗಲು, ಸಂತಾನ ನಿರ್ಯಾಣು, ಮುಂತಾದವುಗಳು.: [28, 640, 169, 736]
- aids-banner-college: SHREE GOPALDEV JADHAV COLLEGE OF NURSING: [872, 631, 1010, 648]
- article-cinema-phone-in: [165, 1602, 525, 1816]
- photo-farmers-group: [16, 1895, 281, 2123]
- readers-notice-ad: [264, 592, 525, 739]
- transformer-body-left: ಕರಜಗಿ:ಡಿ.3:ಕಲಬುರ್ಗಿ ಜಿಲ್ಲೆಯ ಅಫಜಲಪುರ ತಾಲೂಕಿನ ಕರಜಗಿ ಗ್ರಾಮದಲ್ಲಿ ಜೇಸ್ಕಾಂ ಇಲಾಖೆಯ ಕಾರ್ಯಪದ್ಧತಿ ಜನರಲ್ಲಿ ಆಕ್ರೋಶ ಮೂಡಿಸಿದೆ. ಪ್ರತಿದಿನ ಬೆಳಗ್ಗೆಯಾದರೆ ಸಾಕು ವಿದ್ಯುತ್ ಸಮಸ್ಯೆಗಾಗಿ ಟ್ರಾನ್ಸ್‌ಫಾರಂ ಕೈಕೊಡುತ್ತಿದೆ.: [542, 1040, 681, 1140]
- clinic-doctor: Dr. Roohi Naseer: [28, 1218, 139, 1234]
- instagram-icon: o: [142, 28, 158, 44]
- sheema-address: ಮಹಿಂದ್ರ ಕಾರ್ ಶೋ-ರೂಮ ಹಿಂದೆ, ಜಮ್ಮು ಆಸ್ಪತ್ರೆ ಎದುರು ಸೇಡಂ ರಸ್ತೆ ಕಲಬುರಗಿ: [24, 1535, 149, 1572]
- clinic-phone: M. 9886910374: [282, 1246, 398, 1269]
- derma-glow-logo: Derma Glow: [161, 985, 220, 1017]
- urgent-role: Office Assistant: [328, 1363, 504, 1390]
- cylinder-line4: BOYS: [59, 1678, 113, 1700]
- devadasi-headline-1: ಮಾಜಿ ದೇವದಾಸಿ ಮಹಿಳೆಯರ ಮಕ್ಕಳ: [46, 2328, 357, 2358]
- farmers-headline-1: ರೈತರ ಸೇನೆ ನೂತನ ಗ್ರಾಮ: [57, 1837, 239, 1862]
- office-staff-line2: OFFICE: [343, 783, 445, 814]
- edition-city: ಕಲಬುರಗಿ: [984, 28, 1028, 44]
- logo-text-right: ವಾಣಿ: [560, 26, 623, 64]
- ad-ref-b120-2: B. 120 E:06.12.2025: [104, 1586, 207, 1598]
- office-staff-ad: [264, 744, 525, 956]
- veerashaiva-org: ವೀರಶೈವ ವಿದ್ಯಾವರ್ಧಕ ಸಂಘ ಕಲಬುರಗಿ: [278, 282, 523, 310]
- ad-ref-b119: B. 119 E:04.12.2025: [343, 576, 445, 588]
- ad-ref-b116: B. 116 E:04.12.2025: [84, 828, 187, 841]
- ayurvedic-title: ಆಯುರ್ವೇದಿಕ ಚಿಕಿತ್ಸೆ: [61, 601, 210, 625]
- youtube-icon: ▶: [160, 28, 176, 44]
